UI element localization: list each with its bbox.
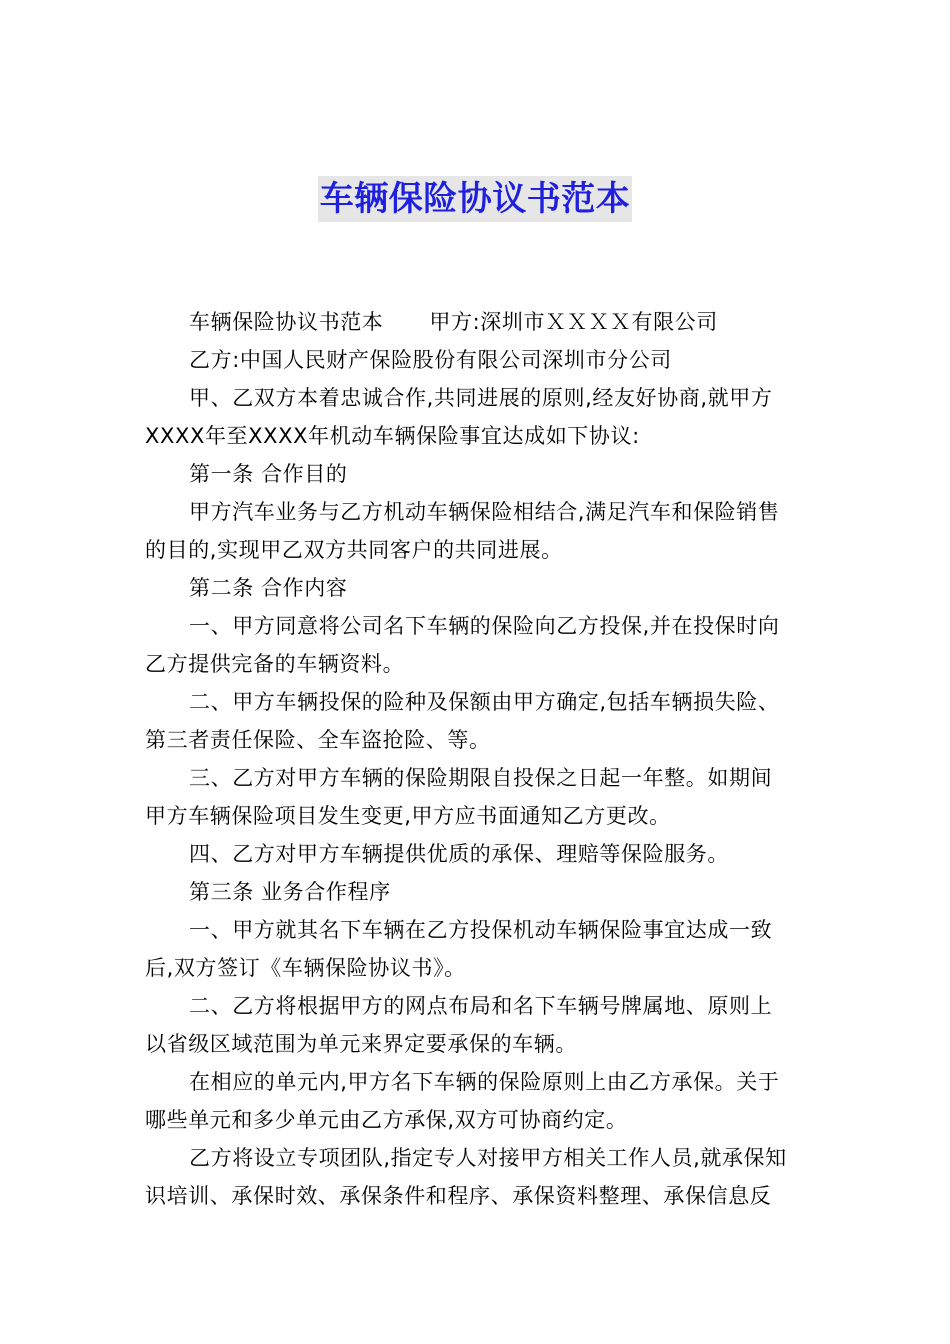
article-heading: 第二条 合作内容 [189, 576, 348, 600]
paragraph-line: 二、甲方车辆投保的险种及保额由甲方确定,包括车辆损失险、 [189, 690, 780, 714]
paragraph-line: XXXX年至XXXX年机动车辆保险事宜达成如下协议: [145, 424, 640, 448]
intro-heading: 车辆保险协议书范本 [189, 310, 384, 334]
paragraph-line: 以省级区域范围为单元来界定要承保的车辆。 [145, 1032, 577, 1056]
article-heading: 第三条 业务合作程序 [189, 880, 391, 904]
paragraph-line: 甲、乙双方本着忠诚合作,共同进展的原则,经友好协商,就甲方 [189, 386, 773, 410]
paragraph-line: 甲方汽车业务与乙方机动车辆保险相结合,满足汽车和保险销售 [189, 500, 780, 524]
paragraph-line: 四、乙方对甲方车辆提供优质的承保、理赔等保险服务。 [189, 842, 729, 866]
paragraph-line: 一、甲方就其名下车辆在乙方投保机动车辆保险事宜达成一致 [189, 918, 773, 942]
document-body [145, 303, 807, 1215]
paragraph-line: 甲方车辆保险项目发生变更,甲方应书面通知乙方更改。 [145, 804, 671, 828]
paragraph-line: 一、甲方同意将公司名下车辆的保险向乙方投保,并在投保时向 [189, 614, 780, 638]
paragraph-line: 乙方提供完备的车辆资料。 [145, 652, 405, 676]
article-heading: 第一条 合作目的 [189, 462, 348, 486]
paragraph-line: 后,双方签订《车辆保险协议书》。 [145, 956, 466, 980]
paragraph-line [145, 303, 807, 341]
title-container [0, 176, 950, 222]
paragraph-line: 乙方将设立专项团队,指定专人对接甲方相关工作人员,就承保知 [189, 1146, 787, 1170]
paragraph-line: 二、乙方将根据甲方的网点布局和名下车辆号牌属地、原则上 [189, 994, 773, 1018]
party-b: 乙方:中国人民财产保险股份有限公司深圳市分公司 [189, 348, 672, 372]
party-a: 甲方:深圳市ＸＸＸＸ有限公司 [429, 310, 718, 334]
paragraph-line: 第三者责任保险、全车盗抢险、等。 [145, 728, 491, 752]
paragraph-line: 三、乙方对甲方车辆的保险期限自投保之日起一年整。如期间 [189, 766, 773, 790]
paragraph-line: 在相应的单元内,甲方名下车辆的保险原则上由乙方承保。关于 [189, 1070, 780, 1094]
paragraph-line: 的目的,实现甲乙双方共同客户的共同进展。 [145, 538, 563, 562]
document-title: 车辆保险协议书范本 [318, 176, 633, 222]
paragraph-line: 哪些单元和多少单元由乙方承保,双方可协商约定。 [145, 1108, 628, 1132]
paragraph-line: 识培训、承保时效、承保条件和程序、承保资料整理、承保信息反 [145, 1184, 772, 1208]
